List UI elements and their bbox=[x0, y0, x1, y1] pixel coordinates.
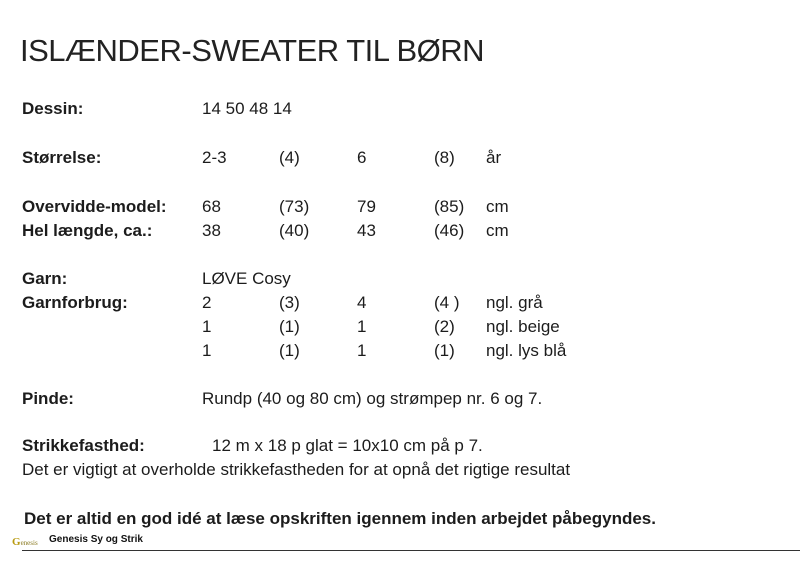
yarn-value: LØVE Cosy bbox=[202, 269, 291, 288]
size-value-2: (4) bbox=[279, 148, 300, 167]
yarn-usage-grey-2: (3) bbox=[279, 293, 300, 312]
width-value-4: (85) bbox=[434, 197, 465, 216]
dessin-value: 14 50 48 14 bbox=[202, 99, 292, 118]
yarn-usage-beige-4: (2) bbox=[434, 317, 455, 336]
gauge-label: Strikkefasthed: bbox=[22, 436, 145, 455]
length-value-4: (46) bbox=[434, 221, 465, 240]
gauge-note: Det er vigtigt at overholde strikkefastheden for at opnå det rigtige resultat bbox=[22, 460, 571, 479]
width-value-2: (73) bbox=[279, 197, 310, 216]
size-value-1: 2-3 bbox=[202, 148, 227, 167]
yarn-usage-grey-4: (4 ) bbox=[434, 293, 460, 312]
width-value-3: 79 bbox=[357, 197, 376, 216]
page-title: ISLÆNDER-SWEATER TIL BØRN bbox=[20, 33, 485, 68]
length-value-2: (40) bbox=[279, 221, 310, 240]
yarn-usage-lightblue-3: 1 bbox=[357, 341, 367, 360]
dessin-label: Dessin: bbox=[22, 99, 84, 118]
brand-name: Genesis Sy og Strik bbox=[49, 534, 143, 545]
length-value-1: 38 bbox=[202, 221, 221, 240]
yarn-usage-grey-1: 2 bbox=[202, 293, 212, 312]
yarn-usage-beige-unit: ngl. beige bbox=[486, 317, 560, 336]
length-label: Hel længde, ca.: bbox=[22, 221, 153, 240]
size-label: Størrelse: bbox=[22, 148, 102, 167]
yarn-label: Garn: bbox=[22, 269, 68, 288]
length-value-3: 43 bbox=[357, 221, 376, 240]
read-first-warning: Det er altid en god idé at læse opskriften igennem inden arbejdet påbegyndes. bbox=[24, 509, 656, 528]
length-unit: cm bbox=[486, 221, 509, 240]
width-unit: cm bbox=[486, 197, 509, 216]
width-label: Overvidde-model: bbox=[22, 197, 167, 216]
yarn-usage-lightblue-1: 1 bbox=[202, 341, 212, 360]
yarn-usage-grey-3: 4 bbox=[357, 293, 367, 312]
yarn-usage-lightblue-4: (1) bbox=[434, 341, 455, 360]
needles-label: Pinde: bbox=[22, 389, 74, 408]
yarn-usage-grey-unit: ngl. grå bbox=[486, 293, 543, 312]
footer-divider bbox=[22, 550, 800, 551]
yarn-usage-label: Garnforbrug: bbox=[22, 293, 128, 312]
width-value-1: 68 bbox=[202, 197, 221, 216]
yarn-usage-beige-2: (1) bbox=[279, 317, 300, 336]
gauge-value: 12 m x 18 p glat = 10x10 cm på p 7. bbox=[212, 436, 483, 455]
size-value-3: 6 bbox=[357, 148, 367, 167]
yarn-usage-beige-1: 1 bbox=[202, 317, 212, 336]
size-value-4: (8) bbox=[434, 148, 455, 167]
yarn-usage-lightblue-unit: ngl. lys blå bbox=[486, 341, 567, 360]
needles-value: Rundp (40 og 80 cm) og strømpep nr. 6 og 7. bbox=[202, 389, 543, 408]
genesis-logo: Genesis bbox=[12, 536, 38, 548]
size-unit: år bbox=[486, 148, 502, 167]
yarn-usage-lightblue-2: (1) bbox=[279, 341, 300, 360]
yarn-usage-beige-3: 1 bbox=[357, 317, 367, 336]
